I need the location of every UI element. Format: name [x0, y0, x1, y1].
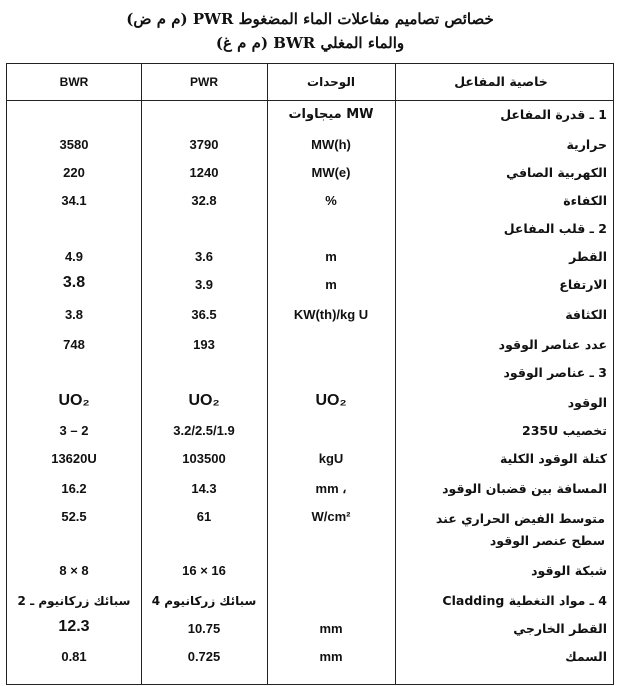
- document-title-line2: والماء المغلي BWR (م م غ): [215, 34, 405, 52]
- table-cell-bwr: 13620U: [51, 451, 97, 466]
- table-cell-property: متوسط الفيض الحراري عند سطح عنصر الوقود: [435, 511, 605, 548]
- column-divider: [267, 64, 268, 684]
- table-cell-pwr: 1240: [189, 165, 219, 180]
- table-cell-property: حرارية: [566, 137, 607, 152]
- table-cell-units: %: [325, 193, 337, 208]
- header-bwr: BWR: [59, 75, 89, 89]
- table-cell-pwr: 103500: [182, 451, 226, 466]
- table-cell-property: الكفاءة: [563, 193, 607, 208]
- table-cell-units: MW(e): [311, 165, 351, 180]
- table-cell-units: W/cm²: [311, 509, 351, 524]
- table-cell-bwr: 34.1: [61, 193, 87, 208]
- table-cell-units: ميجاوات MW: [288, 107, 374, 122]
- table-cell-property: الكهربية الصافي: [506, 165, 607, 180]
- table-cell-pwr: 193: [193, 337, 215, 352]
- table-cell-bwr: UO₂: [58, 392, 90, 409]
- table-cell-property: الوقود: [567, 395, 607, 410]
- table-cell-pwr: 14.3: [191, 481, 217, 496]
- table-cell-pwr: 3790: [189, 137, 219, 152]
- table-cell-pwr: سبائك زركانيوم 4: [151, 594, 257, 608]
- table-cell-bwr: 52.5: [61, 509, 87, 524]
- table-cell-property: القطر الخارجي: [513, 621, 607, 636]
- table-cell-bwr: 3 – 2: [59, 423, 89, 438]
- table-cell-bwr: 4.9: [64, 249, 84, 264]
- table-cell-property: الارتفاع: [559, 277, 607, 292]
- table-cell-property: 4 ـ مواد التغطية Cladding: [442, 593, 607, 608]
- table-cell-property: المسافة بين قضبان الوقود: [442, 481, 607, 496]
- header-pwr: PWR: [190, 75, 218, 89]
- table-cell-units: mm: [319, 621, 343, 636]
- table-cell-property: الكثافة: [565, 307, 607, 322]
- table-cell-units: m: [325, 249, 337, 264]
- table-cell-bwr: 12.3: [58, 618, 90, 635]
- table-cell-pwr: 32.8: [191, 193, 217, 208]
- table-cell-property: القطر: [569, 249, 607, 264]
- table-cell-units: mm: [319, 649, 343, 664]
- table-cell-pwr: 16 × 16: [182, 563, 226, 578]
- table-cell-pwr: 61: [196, 509, 212, 524]
- table-cell-property: 3 ـ عناصر الوقود: [503, 365, 607, 380]
- table-cell-bwr: سبائك زركانيوم ـ 2: [17, 594, 131, 608]
- table-cell-pwr: 3.6: [194, 249, 214, 264]
- table-cell-pwr: 36.5: [191, 307, 217, 322]
- table-cell-units: UO₂: [315, 392, 347, 409]
- table-cell-property: 2 ـ قلب المفاعل: [503, 221, 607, 236]
- table-cell-property: 1 ـ قدرة المفاعل: [500, 107, 607, 122]
- header-divider: [7, 100, 613, 101]
- table-cell-pwr: 3.9: [194, 277, 214, 292]
- table-cell-property: السمك: [565, 649, 607, 664]
- table-cell-property: تخصيب 235U: [522, 423, 607, 438]
- table-cell-bwr: 220: [63, 165, 85, 180]
- table-cell-units: KW(th)/kg U: [293, 307, 369, 322]
- table-cell-bwr: 3.8: [62, 274, 86, 291]
- table-cell-bwr: 8 × 8: [59, 563, 89, 578]
- table-cell-bwr: 3.8: [64, 307, 84, 322]
- header-units: الوحدات: [307, 75, 355, 89]
- document-title-line1: خصائص تصاميم مفاعلات الماء المضغوط PWR (م م ض): [126, 10, 494, 28]
- table-cell-pwr: 10.75: [187, 621, 221, 636]
- table-cell-bwr: 3580: [59, 137, 89, 152]
- table-cell-units: MW(h): [311, 137, 351, 152]
- table-cell-units: kgU: [318, 451, 344, 466]
- table-cell-property: عدد عناصر الوقود: [498, 337, 607, 352]
- header-property: خاصية المفاعل: [454, 74, 548, 89]
- reactor-comparison-table: [6, 63, 614, 685]
- table-cell-bwr: 748: [63, 337, 85, 352]
- table-cell-pwr: UO₂: [188, 392, 220, 409]
- table-cell-pwr: 0.725: [187, 649, 221, 664]
- table-cell-bwr: 16.2: [61, 481, 87, 496]
- table-cell-property: كتلة الوقود الكلية: [499, 451, 607, 466]
- table-cell-units: m: [325, 277, 337, 292]
- column-divider: [141, 64, 142, 684]
- table-cell-pwr: 3.2/2.5/1.9: [173, 423, 235, 438]
- table-cell-property: شبكة الوقود: [531, 563, 607, 578]
- table-cell-units: mm ،: [315, 481, 347, 496]
- table-cell-bwr: 0.81: [61, 649, 87, 664]
